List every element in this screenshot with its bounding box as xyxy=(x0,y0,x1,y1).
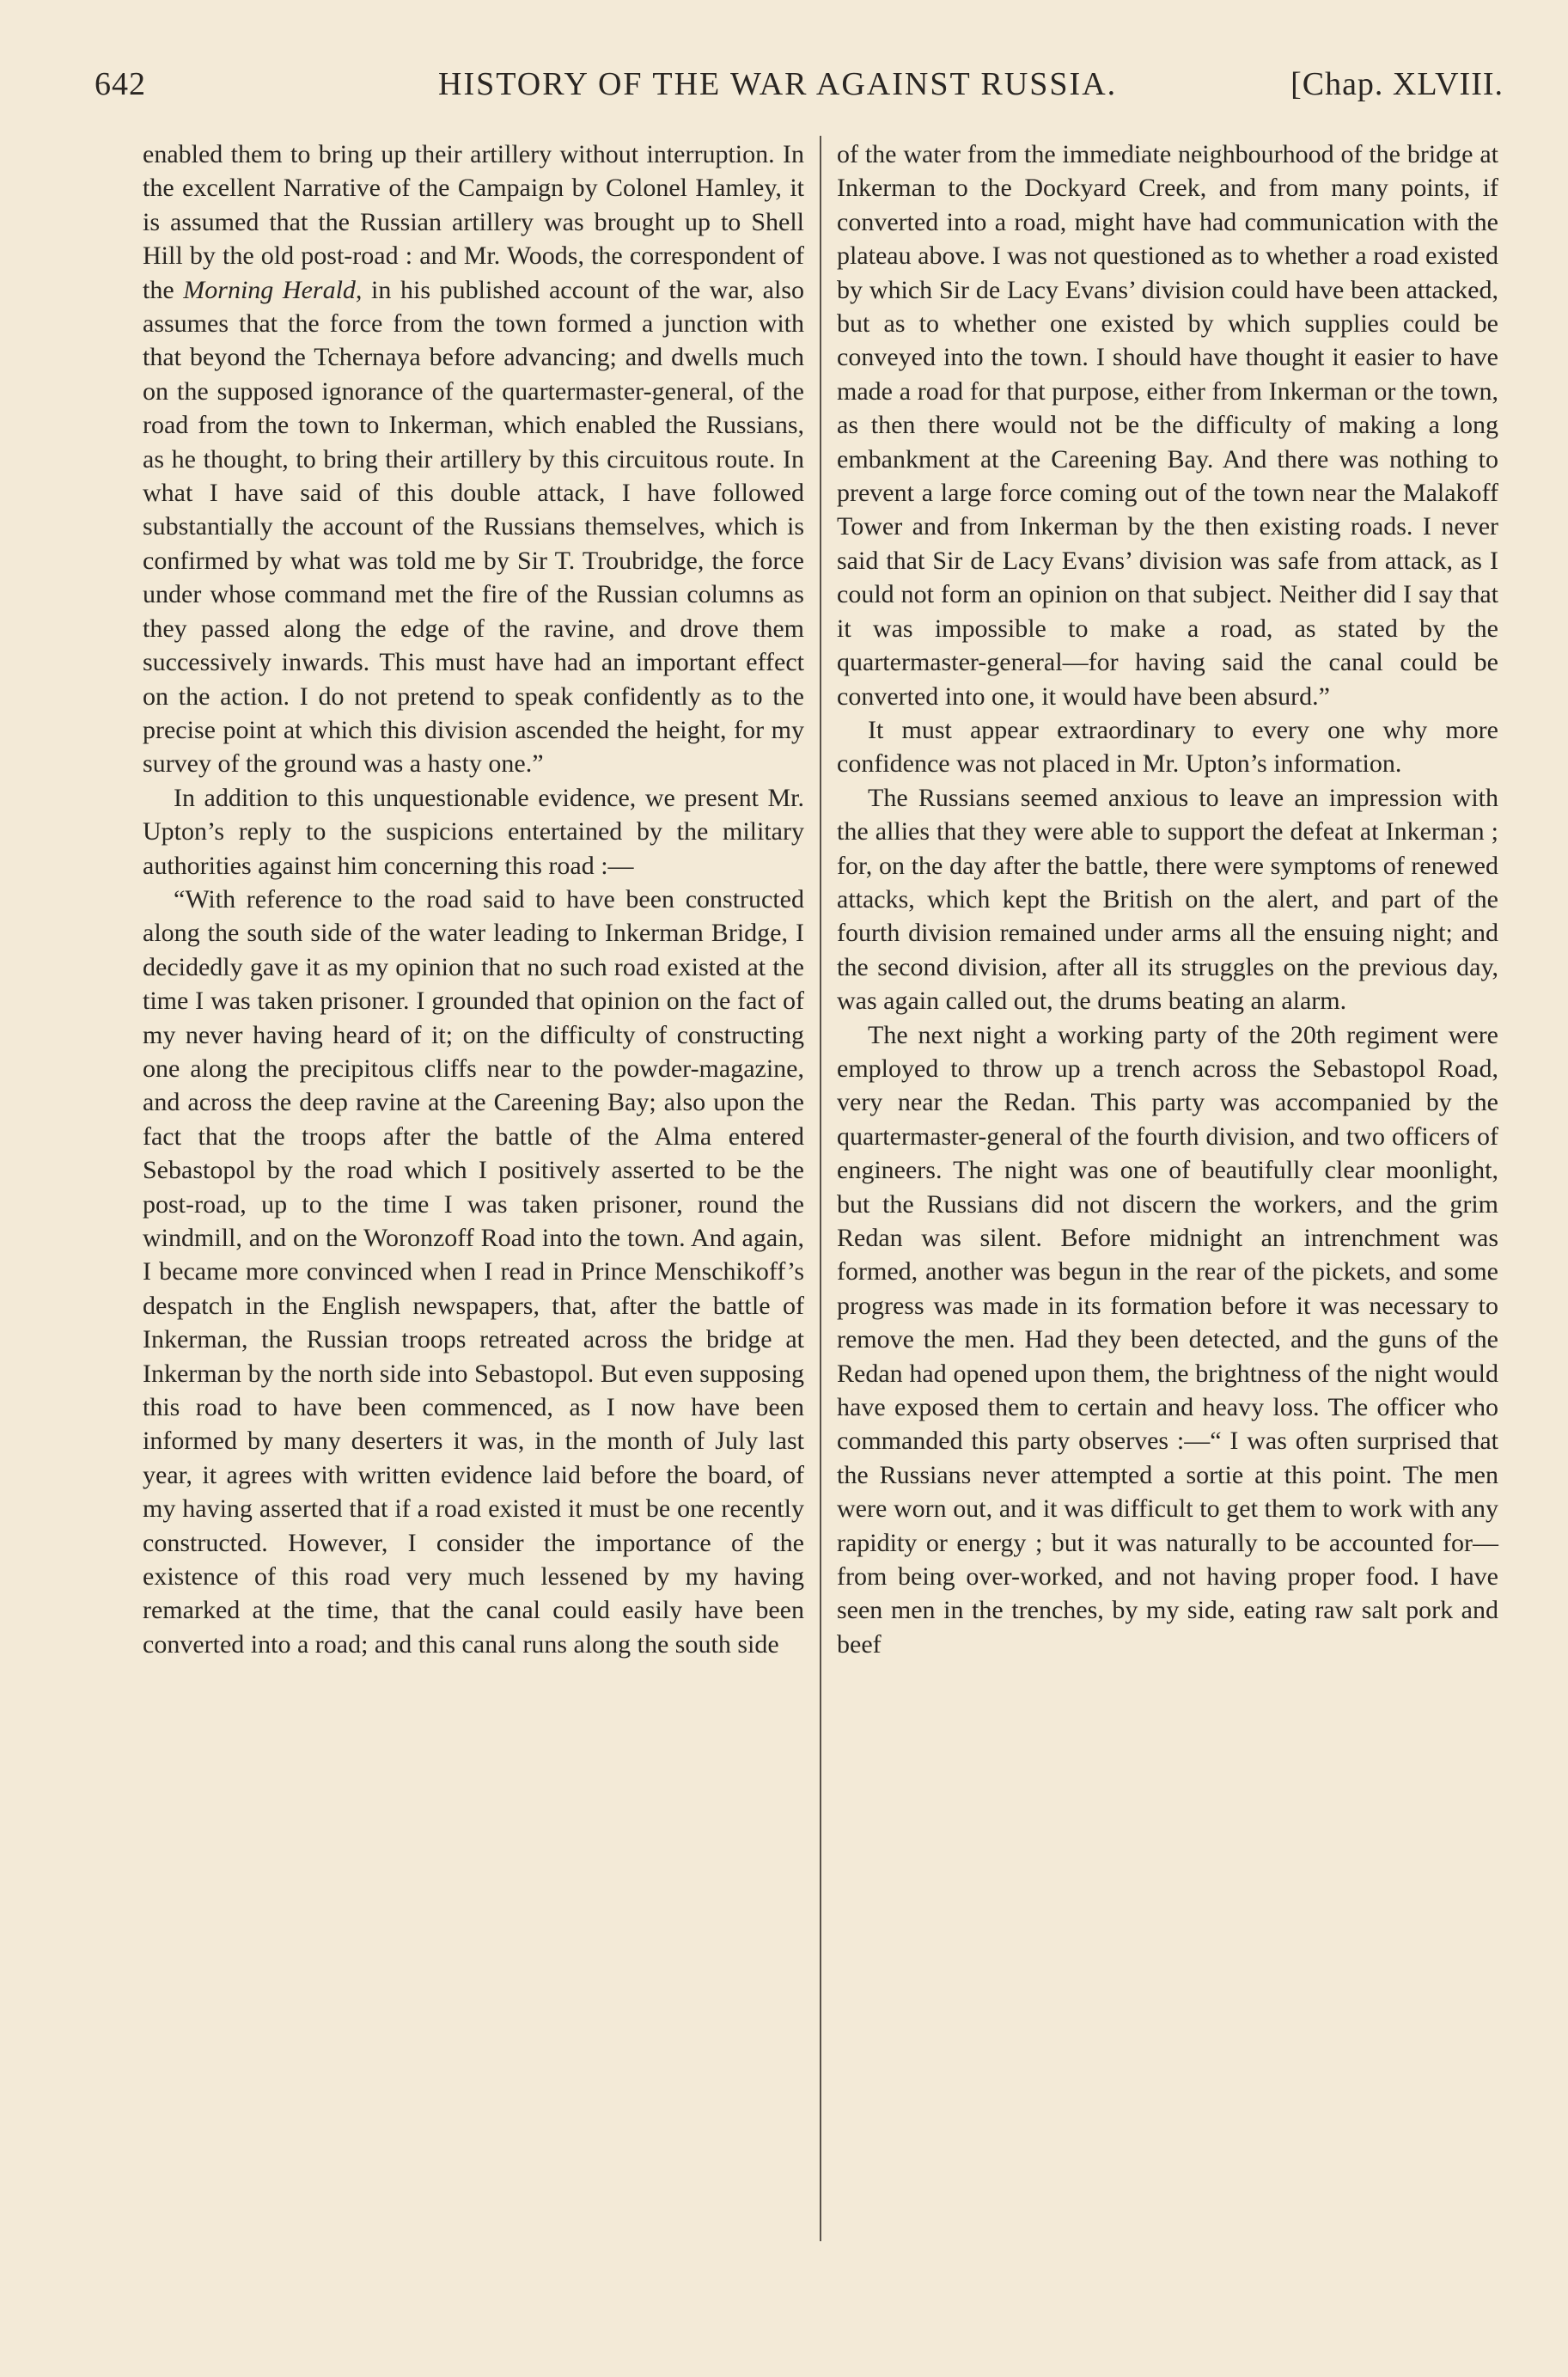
paragraph: of the water from the immediate neighbourhood of the bridge at Inkerman to the Dockyard Creek, and from many points, if converted into a road, might have had communication with the plateau above. I was not questioned as to whether a road existed by which Sir de Lacy Evans’ division could have been attacked, but as to whether one existed by which supplies could be conveyed into the town. I should have thought it easier to have made a road for that purpose, either from Inkerman or the town, as then there would not be the difficulty of making a long embankment at the Careening Bay. And there was nothing to prevent a large force coming out of the town near the Malakoff Tower and from Inkerman by the then existing roads. I never said that Sir de Lacy Evans’ division was safe from attack, as I could not form an opinion on that subject. Neither did I say that it was impossible to make a road, as stated by the quartermaster-general—for having said the canal could be converted into one, it would have been absurd.” xyxy=(837,140,1498,711)
page-number: 642 xyxy=(95,66,146,102)
paragraph-text: enabled them to bring up their artillery without interruption. In the excellent Narrative of the Campaign by Colonel Hamley, it is assumed that the Russian artillery was brought up to Shell Hill by the old post-road : and Mr. Woods, the correspondent of the xyxy=(143,140,804,304)
left-column xyxy=(143,137,804,1661)
paragraph: “With reference to the road said to have been constructed along the south side of the water leading to Inkerman Bridge, I decidedly gave it as my opinion that no such road existed at the time I was taken prisoner. I grounded that opinion on the fact of my never having heard of it; on the difficulty of constructing one along the precipitous cliffs near to the powder-magazine, and across the deep ravine at the Careening Bay; also upon the fact that the troops after the battle of the Alma entered Sebastopol by the road which I positively asserted to be the post-road, up to the time I was taken prisoner, round the windmill, and on the Woronzoff Road into the town. And again, I became more convinced when I read in Prince Menschikoff’s despatch in the English newspapers, that, after the battle of Inkerman, the Russian troops retreated across the bridge at Inkerman by the north side into Sebastopol. But even supposing this road to have been commenced, as I now have been informed by many deserters it was, in the month of July last year, it agrees with written evidence laid before the board, of my having asserted that if a road existed it must be one recently constructed. However, I consider the importance of the existence of this road very much lessened by my having remarked at the time, that the canal could easily have been converted into a road; and this canal runs along the south side xyxy=(143,884,804,1659)
running-header xyxy=(95,57,1504,108)
chapter-label: [Chap. XLVIII. xyxy=(1290,66,1504,102)
paragraph: It must appear extraordinary to every one why more confidence was not placed in Mr. Upton’s information. xyxy=(837,715,1498,779)
right-column xyxy=(837,137,1498,1661)
paragraph-text: in his published account of the war, also assumes that the force from the town formed a junction with that beyond the Tchernaya before advancing; and dwells much on the supposed ignorance of the quartermaster-general, of the road from the town to Inkerman, which enabled the Russians, as he thought, to bring their artillery by this circuitous route. In what I have said of this double attack, I have followed substantially the account of the Russians themselves, which is confirmed by what was told me by Sir T. Troubridge, the force under whose command met the fire of the Russian columns as they passed along the edge of the ravine, and drove them successively inwards. This must have had an important effect on the action. I do not pretend to speak confidently as to the precise point at which this division ascended the height, for my survey of the ground was a hasty one.” xyxy=(143,275,804,779)
paragraph: In addition to this unquestionable evidence, we present Mr. Upton’s reply to the suspicions entertained by the military authorities against him concerning this road :— xyxy=(143,783,804,880)
column-divider xyxy=(820,136,821,2241)
paragraph xyxy=(143,137,804,781)
paragraph: The next night a working party of the 20th regiment were employed to throw up a trench across the Sebastopol Road, very near the Redan. This party was accompanied by the quartermaster-general of the fourth division, and two officers of engineers. The night was one of beautifully clear moonlight, but the Russians did not discern the workers, and the grim Redan was silent. Before midnight an intrenchment was formed, another was begun in the rear of the pickets, and some progress was made in its formation before it was necessary to remove the men. Had they been detected, and the guns of the Redan had opened upon them, the brightness of the night would have exposed them to certain and heavy loss. The officer who commanded this party observes :—“ I was often surprised that the Russians never attempted a sortie at this point. The men were worn out, and it was difficult to get them to work with any rapidity or energy ; but it was naturally to be accounted for—from being over-worked, and not having proper food. I have seen men in the trenches, by my side, eating raw salt pork and beef xyxy=(837,1020,1498,1659)
paragraph: The Russians seemed anxious to leave an impression with the allies that they were able to support the defeat at Inkerman ; for, on the day after the battle, there were symptoms of renewed attacks, which kept the British on the alert, and part of the fourth division remained under arms all the ensuing night; and the second division, after all its struggles on the previous day, was again called out, the drums beating an alarm. xyxy=(837,783,1498,1016)
running-title: HISTORY OF THE WAR AGAINST RUSSIA. xyxy=(438,66,1118,102)
newspaper-title: Morning Herald, xyxy=(183,275,363,304)
